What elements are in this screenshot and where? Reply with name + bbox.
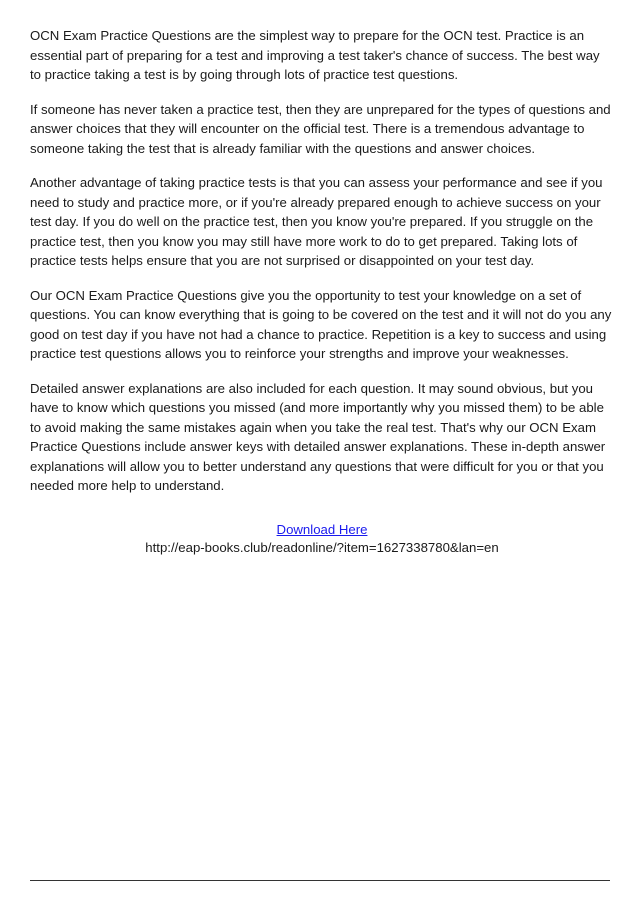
paragraph-unprepared: If someone has never taken a practice test, then they are unprepared for the types of questions and answer choices that they will encounter on the official test. There is a tremendous advantage to someone taking the test that is already familiar with the questions and answer choices. — [30, 101, 611, 156]
download-url: http://eap-books.club/readonline/?item=1627338780&lan=en — [145, 539, 499, 555]
paragraph-opportunity: Our OCN Exam Practice Questions give you the opportunity to test your knowledge on a set of questions. You can know everything that is going to be covered on the test and it will not do you any good on test day if you have not had a chance to practice. Repetition is a key to success and using practice test questions allows you to reinforce your strengths and improve your weaknesses. — [30, 287, 612, 361]
document-page — [30, 26, 614, 556]
paragraph-answer-explanations: Detailed answer explanations are also included for each question. It may sound obvious, but you have to know which questions you missed (and more importantly why you missed them) to be able to avoid making the same mistakes again when you take the real test. That's why our OCN Exam Practice Questions include answer keys with detailed answer explanations. These in-depth answer explanations will allow you to better understand any questions that were difficult for you or that you needed more help to understand. — [30, 380, 606, 493]
paragraph-intro: OCN Exam Practice Questions are the simplest way to prepare for the OCN test. Practice is an essential part of preparing for a test and improving a test taker's chance of success. The best way to practice taking a test is by going through lots of practice test questions. — [30, 28, 600, 82]
download-link[interactable]: Download Here — [276, 521, 368, 537]
footer-divider — [30, 880, 610, 881]
paragraph-assess-performance: Another advantage of taking practice tests is that you can assess your performance and see if you need to study and practice more, or if you're already prepared enough to achieve success on your test day. If you do well on the practice test, then you know you're prepared. If you struggle on the practice test, then you know you may still have more work to do to get prepared. Taking lots of practice tests helps ensure that you are not surprised or disappointed on your test day. — [30, 175, 603, 268]
download-section — [30, 521, 614, 556]
